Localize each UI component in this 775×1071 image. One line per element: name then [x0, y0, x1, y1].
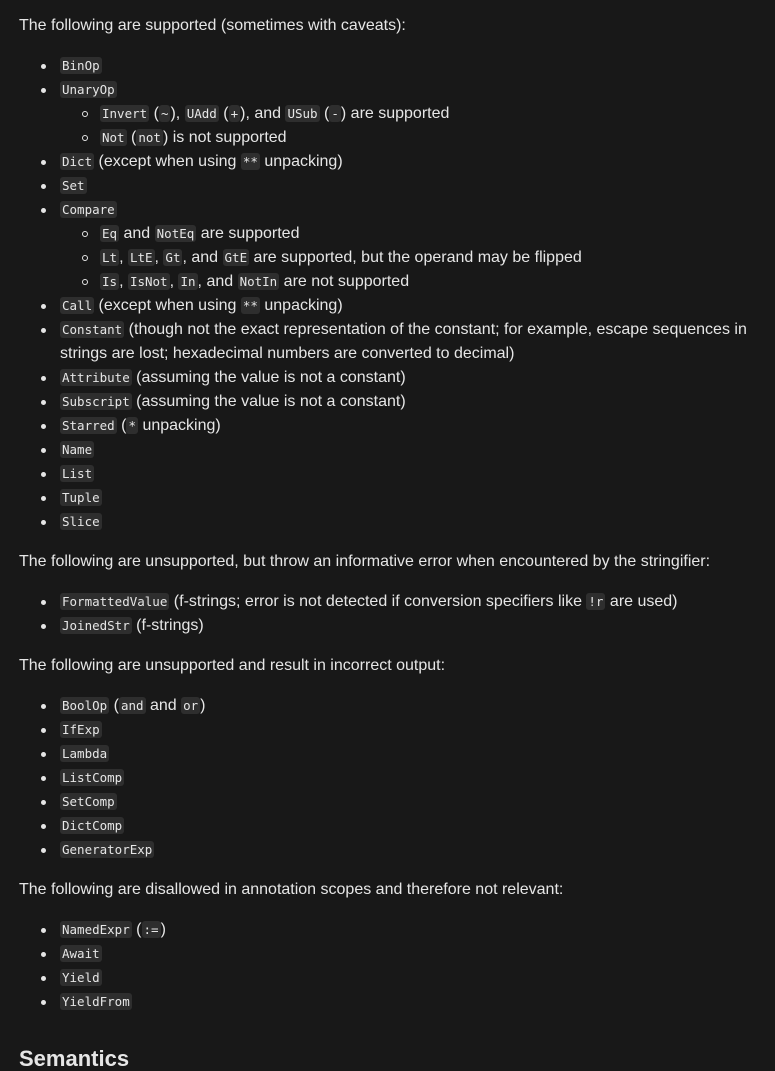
code-usub: USub [287, 106, 318, 121]
text: , [154, 249, 164, 266]
code-generatorexp: GeneratorExp [62, 842, 153, 857]
text: , [119, 273, 128, 290]
list-item [19, 614, 750, 638]
text: ( [319, 105, 330, 122]
code-subscript: Subscript [62, 394, 130, 409]
code-await: Await [62, 946, 100, 961]
code-plus: + [230, 106, 239, 121]
text: , [169, 273, 179, 290]
text: unpacking) [138, 417, 221, 434]
text: ( [126, 129, 137, 146]
code-conversion-r: !r [588, 594, 604, 609]
list-item [60, 270, 750, 294]
list-item [19, 150, 750, 174]
list-item [19, 942, 750, 966]
list-item [19, 790, 750, 814]
text: , [119, 249, 128, 266]
code-lambda: Lambda [62, 746, 108, 761]
code-lte: LtE [129, 250, 153, 265]
list-item [19, 438, 750, 462]
next-heading: Semantics [19, 1046, 130, 1071]
code-eq: Eq [102, 226, 118, 241]
disallowed-list [19, 918, 750, 1014]
text: are used) [605, 593, 678, 610]
text: ( [109, 697, 119, 714]
code-minus: - [331, 106, 339, 121]
list-item [19, 198, 750, 294]
code-walrus: := [143, 922, 159, 937]
list-item [19, 766, 750, 790]
code-or: or [183, 698, 199, 713]
code-isnot: IsNot [129, 274, 168, 289]
text: ) are supported [340, 105, 450, 122]
code-slice: Slice [62, 514, 100, 529]
intro-incorrect: The following are unsupported and result in incorrect output: [19, 657, 446, 674]
list-item [19, 814, 750, 838]
code-dict: Dict [62, 154, 93, 169]
list-item [19, 366, 750, 390]
code-starred: Starred [62, 418, 115, 433]
list-item [19, 590, 750, 614]
text: (except when using [94, 297, 241, 314]
informative-list [19, 590, 750, 638]
list-item [19, 966, 750, 990]
code-and: and [120, 698, 144, 713]
code-call: Call [62, 298, 93, 313]
code-unaryop: UnaryOp [62, 82, 115, 97]
list-item [19, 486, 750, 510]
text: ( [218, 105, 229, 122]
text: ) [200, 697, 206, 714]
code-dictcomp: DictComp [62, 818, 123, 833]
text: and [119, 225, 155, 242]
code-ifexp: IfExp [62, 722, 100, 737]
code-tuple: Tuple [62, 490, 100, 505]
list-item [60, 222, 750, 246]
text: ), [170, 105, 185, 122]
list-item [19, 174, 750, 198]
code-namedexpr: NamedExpr [62, 922, 130, 937]
code-set: Set [62, 178, 85, 193]
code-name: Name [62, 442, 93, 457]
list-item [19, 694, 750, 718]
list-item [60, 126, 750, 150]
text: unpacking) [259, 297, 343, 314]
intro-disallowed: The following are disallowed in annotation scopes and therefore not relevant: [19, 881, 564, 898]
code-gte: GtE [224, 250, 248, 265]
code-lt: Lt [102, 250, 118, 265]
code-setcomp: SetComp [62, 794, 115, 809]
next-heading-cut-off [19, 1034, 750, 1071]
list-item [19, 390, 750, 414]
code-compare: Compare [62, 202, 115, 217]
supported-list [19, 54, 750, 534]
code-list: List [62, 466, 93, 481]
list-item [19, 462, 750, 486]
code-formattedvalue: FormattedValue [62, 594, 168, 609]
code-noteq: NotEq [156, 226, 195, 241]
code-boolop: BoolOp [62, 698, 108, 713]
code-binop: BinOp [62, 58, 100, 73]
text: ( [131, 921, 142, 938]
text: ), and [240, 105, 286, 122]
list-item [19, 294, 750, 318]
code-not-keyword: not [138, 130, 161, 145]
list-item [19, 78, 750, 150]
code-constant: Constant [62, 322, 123, 337]
text: ) [160, 921, 166, 938]
list-item [19, 414, 750, 438]
text: , and [182, 249, 223, 266]
code-not: Not [102, 130, 125, 145]
intro-informative: The following are unsupported, but throw an informative error when encountered by the stringifier: [19, 553, 711, 570]
text: (though not the exact representation of the constant; for example, escape sequences in strings are lost; hexadecimal numbers are converted to decimal) [60, 321, 747, 362]
list-item [19, 54, 750, 78]
code-notin: NotIn [239, 274, 278, 289]
code-uadd: UAdd [186, 106, 217, 121]
code-star: * [128, 418, 136, 433]
list-item [19, 990, 750, 1014]
code-gt: Gt [165, 250, 181, 265]
incorrect-list [19, 694, 750, 862]
code-tilde: ~ [160, 106, 169, 121]
list-item [60, 246, 750, 270]
code-attribute: Attribute [62, 370, 130, 385]
code-is: Is [102, 274, 118, 289]
list-item [19, 510, 750, 534]
unaryop-sublist [60, 102, 750, 150]
code-yieldfrom: YieldFrom [62, 994, 130, 1009]
code-listcomp: ListComp [62, 770, 123, 785]
text: ( [149, 105, 159, 122]
text: and [145, 697, 182, 714]
list-item [19, 742, 750, 766]
text: are not supported [279, 273, 410, 290]
code-invert: Invert [102, 106, 148, 121]
list-item [19, 838, 750, 862]
text: are supported [196, 225, 300, 242]
text: , and [197, 273, 238, 290]
text: (assuming the value is not a constant) [131, 393, 406, 410]
code-joinedstr: JoinedStr [62, 618, 130, 633]
text: ( [116, 417, 127, 434]
text: (except when using [94, 153, 241, 170]
intro-supported: The following are supported (sometimes with caveats): [19, 17, 406, 34]
code-double-star: ** [242, 154, 258, 169]
text: (f-strings) [131, 617, 204, 634]
list-item [19, 918, 750, 942]
list-item [19, 318, 750, 366]
text: unpacking) [259, 153, 343, 170]
code-yield: Yield [62, 970, 100, 985]
text: (f-strings; error is not detected if conversion specifiers like [169, 593, 587, 610]
code-in: In [180, 274, 196, 289]
text: are supported, but the operand may be flipped [249, 249, 582, 266]
list-item [60, 102, 750, 126]
code-double-star: ** [242, 298, 258, 313]
list-item [19, 718, 750, 742]
text: ) is not supported [162, 129, 287, 146]
text: (assuming the value is not a constant) [131, 369, 406, 386]
compare-sublist [60, 222, 750, 294]
